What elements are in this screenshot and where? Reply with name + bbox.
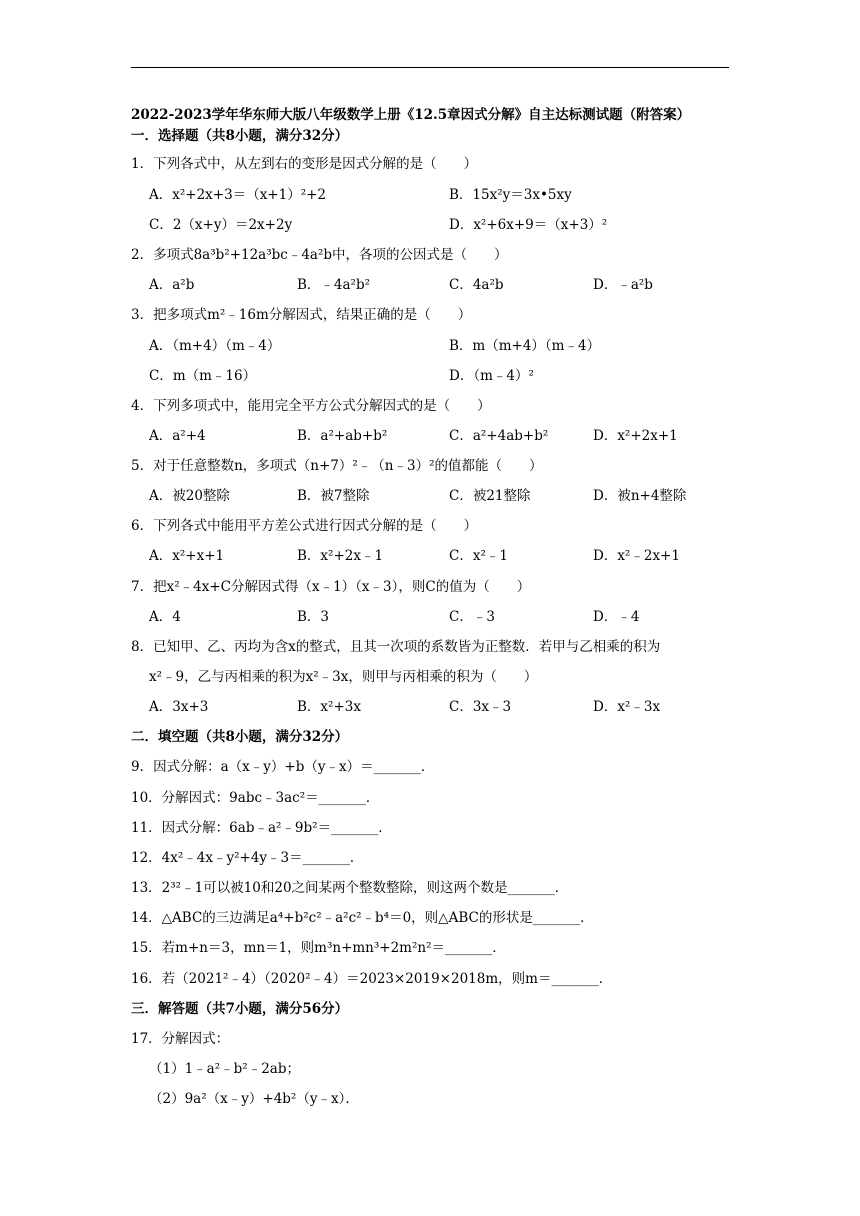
- question-5-option-b: B．被7整除: [297, 488, 370, 504]
- question-13: 13．2³²﹣1可以被10和20之间某两个整数整除，则这两个数是_______．: [131, 880, 569, 896]
- header-rule: [131, 67, 729, 68]
- question-2-option-c: C．4a²b: [449, 277, 504, 293]
- question-8-option-b: B．x²+3x: [297, 699, 361, 715]
- question-15: 15．若m+n＝3，mn＝1，则m³n+mn³+2m²n²＝_______．: [131, 940, 506, 956]
- question-8-option-a: A．3x+3: [149, 699, 209, 715]
- question-8-option-d: D．x²﹣3x: [593, 699, 661, 715]
- question-2-option-a: A．a²b: [149, 277, 195, 293]
- question-3-option-a: A．（m+4）（m﹣4）: [149, 338, 281, 354]
- question-1-option-c: C．2（x+y）＝2x+2y: [149, 217, 293, 233]
- question-2-stem: 2．多项式8a³b²+12a³bc﹣4a²b中，各项的公因式是（ ）: [131, 247, 508, 263]
- question-12: 12．4x²﹣4x﹣y²+4y﹣3＝_______．: [131, 850, 364, 866]
- question-2-option-b: B．﹣4a²b²: [297, 277, 371, 293]
- question-8-stem-line1: 8．已知甲、乙、丙均为含x的整式，且其一次项的系数皆为正整数．若甲与乙相乘的积为: [131, 639, 661, 655]
- question-5-option-d: D．被n+4整除: [593, 488, 687, 504]
- question-7-stem: 7．把x²﹣4x+C分解因式得（x﹣1）（x﹣3），则C的值为（ ）: [131, 579, 531, 595]
- question-1-option-a: A．x²+2x+3＝（x+1）²+2: [149, 187, 327, 203]
- question-4-option-d: D．x²+2x+1: [593, 428, 678, 444]
- question-5-option-a: A．被20整除: [149, 488, 230, 504]
- question-6-option-c: C．x²﹣1: [449, 548, 508, 564]
- question-6-stem: 6．下列各式中能用平方差公式进行因式分解的是（ ）: [131, 518, 478, 534]
- question-17-part-1: （1）1﹣a²﹣b²﹣2ab；: [149, 1061, 300, 1077]
- question-14: 14．△ABC的三边满足a⁴+b²c²﹣a²c²﹣b⁴＝0，则△ABC的形状是_______．: [131, 910, 594, 926]
- question-4-option-b: B．a²+ab+b²: [297, 428, 388, 444]
- question-11: 11．因式分解：6ab﹣a²﹣9b²＝_______．: [131, 820, 392, 836]
- question-3-stem: 3．把多项式m²﹣16m分解因式，结果正确的是（ ）: [131, 307, 472, 323]
- question-8-option-c: C．3x﹣3: [449, 699, 512, 715]
- question-3-option-b: B．m（m+4）（m﹣4）: [449, 338, 601, 354]
- question-4-option-c: C．a²+4ab+b²: [449, 428, 549, 444]
- question-7-option-c: C．﹣3: [449, 609, 495, 625]
- section-2-heading: 二．填空题（共8小题，满分32分）: [131, 729, 349, 745]
- question-3-option-d: D．（m﹣4）²: [449, 368, 534, 384]
- question-1-stem: 1．下列各式中，从左到右的变形是因式分解的是（ ）: [131, 156, 478, 172]
- question-6-option-d: D．x²﹣2x+1: [593, 548, 680, 564]
- question-17-stem: 17．分解因式：: [131, 1031, 230, 1047]
- question-4-option-a: A．a²+4: [149, 428, 206, 444]
- question-10: 10．分解因式：9abc﹣3ac²＝_______．: [131, 790, 380, 806]
- question-4-stem: 4．下列多项式中，能用完全平方公式分解因式的是（ ）: [131, 398, 491, 414]
- question-3-option-c: C．m（m﹣16）: [149, 368, 257, 384]
- question-7-option-d: D．﹣4: [593, 609, 640, 625]
- question-1-option-b: B．15x²y＝3x•5xy: [449, 187, 572, 203]
- section-1-heading: 一．选择题（共8小题，满分32分）: [131, 128, 349, 144]
- document-title: 2022-2023学年华东师大版八年级数学上册《12.5章因式分解》自主达标测试题（附答案）: [131, 107, 691, 123]
- question-9: 9．因式分解：a（x﹣y）+b（y﹣x）＝_______．: [131, 759, 435, 775]
- question-8-stem-line2: x²﹣9，乙与丙相乘的积为x²﹣3x，则甲与丙相乘的积为（ ）: [149, 669, 538, 685]
- section-3-heading: 三．解答题（共7小题，满分56分）: [131, 1001, 349, 1017]
- question-6-option-b: B．x²+2x﹣1: [297, 548, 384, 564]
- question-5-option-c: C．被21整除: [449, 488, 531, 504]
- question-2-option-d: D．﹣a²b: [593, 277, 653, 293]
- question-7-option-b: B．3: [297, 609, 330, 625]
- question-5-stem: 5．对于任意整数n，多项式（n+7）²﹣（n﹣3）²的值都能（ ）: [131, 458, 543, 474]
- question-16: 16．若（2021²﹣4）（2020²﹣4）＝2023×2019×2018m，则m＝_______．: [131, 971, 613, 987]
- question-6-option-a: A．x²+x+1: [149, 548, 225, 564]
- question-17-part-2: （2）9a²（x﹣y）+4b²（y﹣x）．: [149, 1091, 359, 1107]
- question-7-option-a: A．4: [149, 609, 181, 625]
- question-1-option-d: D．x²+6x+9＝（x+3）²: [449, 217, 608, 233]
